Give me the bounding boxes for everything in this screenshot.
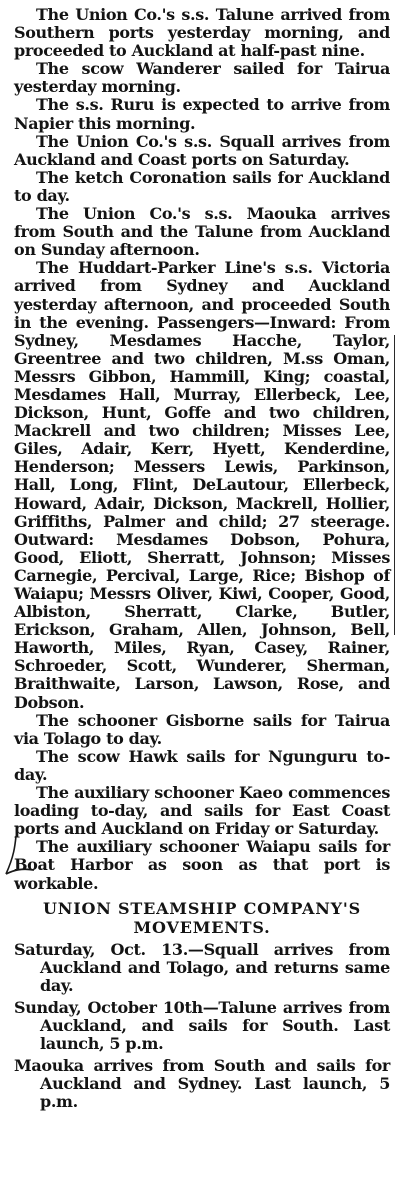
shipping-paragraph: The ketch Coronation sails for Auckland to day. [14,167,390,205]
shipping-paragraph: The scow Hawk sails for Ngunguru to-day. [14,746,390,784]
movement-entry: Sunday, October 10th—Talune arrives from Auckland, and sails for South. Last launch, 5 p.m. [14,997,390,1054]
shipping-paragraph: The scow Wanderer sailed for Tairua yesterday morning. [14,59,390,97]
shipping-paragraph: The schooner Gisborne sails for Tairua via Tolago to day. [14,710,390,748]
movements-heading: UNION STEAMSHIP COMPANY'S MOVEMENTS. [43,898,361,937]
shipping-paragraph: The Union Co.'s s.s. Maouka arrives from South and the Talune from Auckland on Sunday afternoon. [14,204,390,260]
shipping-paragraph: The auxiliary schooner Kaeo commences loading to-day, and sails for East Coast ports and Auckland on Friday or Saturday. [14,783,390,839]
pencil-mark-icon [2,834,36,878]
shipping-paragraph: The s.s. Ruru is expected to arrive from Napier this morning. [14,95,390,133]
passenger-list-paragraph: The Huddart-Parker Line's s.s. Victoria arrived from Sydney and Auckland yesterday afternoon, and proceeded South in the evening. Passengers—Inward: From Sydney, Mesdames Hacche, Taylor, Greentree and two children, M.ss Oman, Messrs Gibbon, Hammill, King; coastal, Mesdames Hall, Murray, Ellerbeck, Lee, Dickson, Hunt, Goffe and two children, Mackrell and two children; Misses Lee, Giles, Adair, Kerr, Hyett, Kenderdine, Henderson; Messers Lewis, Parkinson, Hall, Long, Flint, DeLautour, Ellerbeck, Howard, Adair, Dickson, Mackrell, Hollier, Griffiths, Palmer and child; 27 steerage. Outward: Mesdames Dobson, Pohura, Good, Eliott, Sherratt, Johnson; Misses Carnegie, Percival, Large, Rice; Bishop of Waiapu; Messrs Oliver, Kiwi, Cooper, Good, Albiston, Sherratt, Clarke, Butler, Erickson, Graham, Allen, Johnson, Bell, Haworth, Miles, Ryan, Casey, Rainer, Schroeder, Scott, Wunderer, Sherman, Braithwaite, Larson, Lawson, Rose, and Dobson. [14,258,390,712]
column-rule [394,335,395,635]
movement-entry: Maouka arrives from South and sails for Auckland and Sydney. Last launch, 5 p.m. [14,1056,390,1112]
shipping-paragraph: The auxiliary schooner Waiapu sails for Boat Harbor as soon as that port is workable. [14,837,390,893]
movement-entry: Saturday, Oct. 13.—Squall arrives from Auckland and Tolago, and returns same day. [14,939,390,995]
shipping-paragraph: The Union Co.'s s.s. Talune arrived from Southern ports yesterday morning, and proceeded to Auckland at half-past nine. [14,5,390,61]
shipping-paragraph: The Union Co.'s s.s. Squall arrives from Auckland and Coast ports on Saturday. [14,131,390,169]
